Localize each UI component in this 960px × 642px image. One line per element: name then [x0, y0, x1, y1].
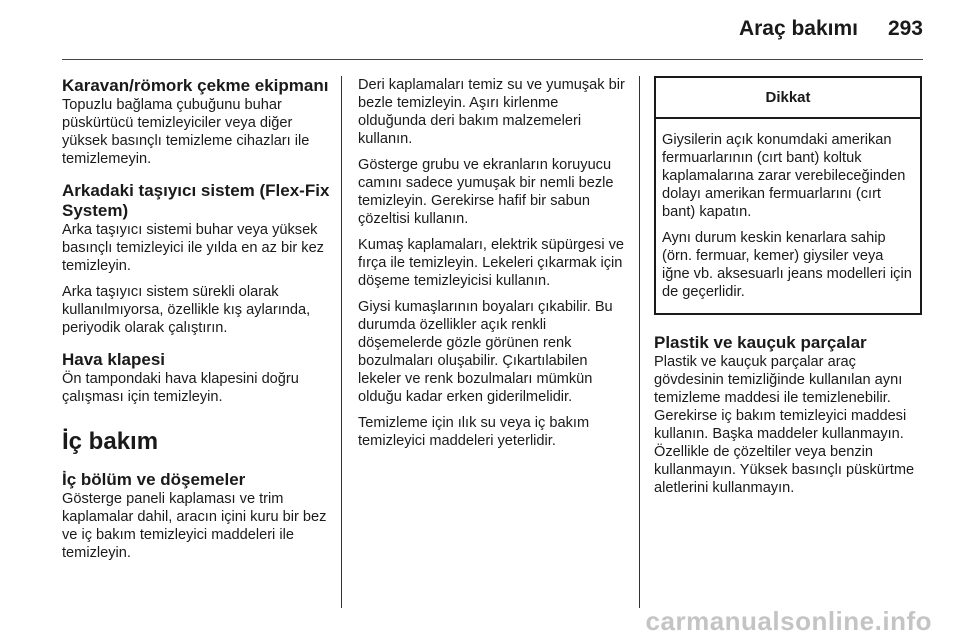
- text-air-flap: Ön tampondaki hava klapesini doğru çalışması için temizleyin.: [62, 371, 299, 405]
- page-header: [0, 0, 960, 60]
- warning-text-1: Giysilerin açık konumdaki amerikan fermuarlarının (cırt bant) koltuk kaplamalarına zarar verebileceğinden dolayı amerikan fermuarlarını (cırt bant) kapatın.: [662, 132, 906, 220]
- heading-interior-care: İç bakım: [62, 428, 159, 455]
- heading-air-flap: Hava klapesi: [62, 350, 166, 369]
- section-caravan: [62, 76, 330, 168]
- section-rear-carrier: [62, 181, 330, 337]
- column-middle: [358, 76, 626, 458]
- heading-caravan: Karavan/römork çekme ekipmanı: [62, 76, 329, 95]
- text-leather: Deri kaplamaları temiz su ve yumuşak bir bezle temizleyin. Aşırı kirlenme olduğunda deri bakım malzemeleri kullanın.: [358, 77, 625, 147]
- column-right: [654, 76, 922, 505]
- warning-body: [656, 119, 920, 313]
- section-air-flap: [62, 350, 330, 406]
- text-caravan: Topuzlu bağlama çubuğunu buhar püskürtücü temizleyiciler veya diğer yüksek basınçlı temizleme cihazları ile temizlemeyin.: [62, 97, 310, 167]
- page-number: 293: [887, 17, 923, 40]
- section-plastic: [654, 333, 922, 497]
- text-plastic: Plastik ve kauçuk parçalar araç gövdesinin temizliğinde kullanılan aynı temizleme maddesi ile temizlenebilir. Gerekirse iç bakım temizleyici maddesi kullanın. Başka maddeler kullanmayın. Özellikle de çözeltiler veya benzin kullanmayın. Yüksek basınçlı püskürtme aletlerini kullanmayın.: [654, 354, 915, 496]
- text-interior: Gösterge paneli kaplaması ve trim kaplamalar dahil, aracın içini kuru bir bez ve iç bakım temizleyici maddeleri ile temizleyin.: [62, 491, 327, 561]
- warning-box: [654, 76, 922, 315]
- text-rear-carrier-2: Arka taşıyıcı sistem sürekli olarak kullanılmıyorsa, özellikle kış aylarında, periyodik olarak çalıştırın.: [62, 284, 311, 336]
- watermark-text: carmanualsonline.info: [645, 606, 932, 636]
- column-left: [62, 76, 330, 570]
- warning-text-2: Aynı durum keskin kenarlara sahip (örn. fermuar, kemer) giysiler veya iğne vb. aksesuarlı jeans modelleri için de geçerlidir.: [662, 230, 912, 300]
- heading-interior: İç bölüm ve döşemeler: [62, 470, 246, 489]
- text-fabric: Kumaş kaplamaları, elektrik süpürgesi ve fırça ile temizleyin. Lekeleri çıkarmak için döşeme temizleyicisi kullanın.: [358, 237, 625, 289]
- section-interior: [62, 470, 330, 562]
- heading-rear-carrier: Arkadaki taşıyıcı sistem (Flex-Fix System): [62, 181, 330, 220]
- header-divider: [62, 59, 923, 60]
- text-rear-carrier-1: Arka taşıyıcı sistemi buhar veya yüksek basınçlı temizleyici ile yılda en az bir kez temizleyin.: [62, 222, 324, 274]
- text-display-glass: Gösterge grubu ve ekranların koruyucu camını sadece yumuşak bir nemli bezle temizleyin. Gerekirse hafif bir sabun çözeltisi kullanın.: [358, 157, 614, 227]
- column-divider-1: [341, 76, 342, 608]
- warning-title: Dikkat: [656, 78, 920, 119]
- column-divider-2: [639, 76, 640, 608]
- text-discoloration: Giysi kumaşlarının boyaları çıkabilir. Bu durumda özellikler açık renkli döşemelerde gözle görünen renk bozulmaları oluşabilir. Çıkartılabilen lekeler ve renk bozulmaları mümkün olduğu kadar erken giderilmelidir.: [358, 299, 613, 405]
- text-cleaning-agent: Temizleme için ılık su veya iç bakım temizleyici maddeleri yeterlidir.: [358, 415, 590, 449]
- heading-plastic: Plastik ve kauçuk parçalar: [654, 333, 867, 352]
- page-title: Araç bakımı: [738, 17, 858, 40]
